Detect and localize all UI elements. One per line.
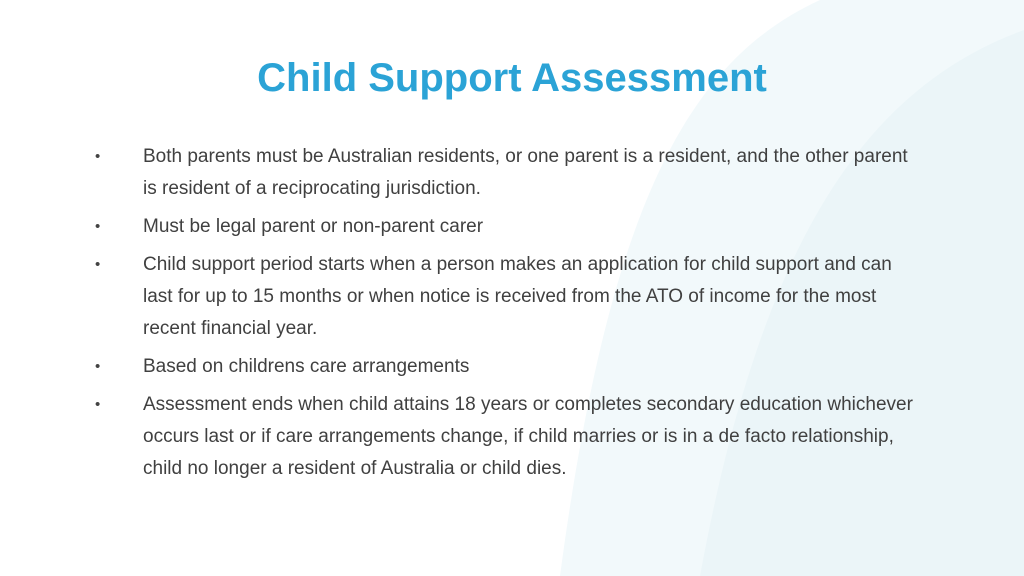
bullet-text: Child support period starts when a person makes an application for child support and can last for up to 15 months or when notice is received from the ATO of income for the most recent financial year. — [143, 254, 892, 339]
bullet-item-1 — [0, 141, 1024, 205]
bullet-icon: • — [95, 148, 101, 165]
bullet-item-3 — [0, 249, 1024, 345]
slide-title: Child Support Assessment — [257, 56, 767, 100]
bullet-item-5 — [0, 389, 1024, 485]
bullet-icon: • — [95, 358, 101, 375]
bullet-text: Both parents must be Australian residents, or one parent is a resident, and the other parent is resident of a reciprocating jurisdiction. — [143, 146, 908, 199]
bullet-text: Assessment ends when child attains 18 years or completes secondary education whichever occurs last or if care arrangements change, if child marries or is in a de facto relationship, child no longer a resident of Australia or child dies. — [143, 394, 913, 479]
bullet-item-2 — [0, 211, 1024, 243]
bullet-text: Must be legal parent or non-parent carer — [143, 216, 484, 237]
bullet-icon: • — [95, 218, 101, 235]
bullet-icon: • — [95, 256, 101, 273]
bullet-item-4 — [0, 351, 1024, 383]
bullet-icon: • — [95, 396, 101, 413]
bullet-list — [0, 141, 1024, 491]
bullet-text: Based on childrens care arrangements — [143, 356, 470, 377]
